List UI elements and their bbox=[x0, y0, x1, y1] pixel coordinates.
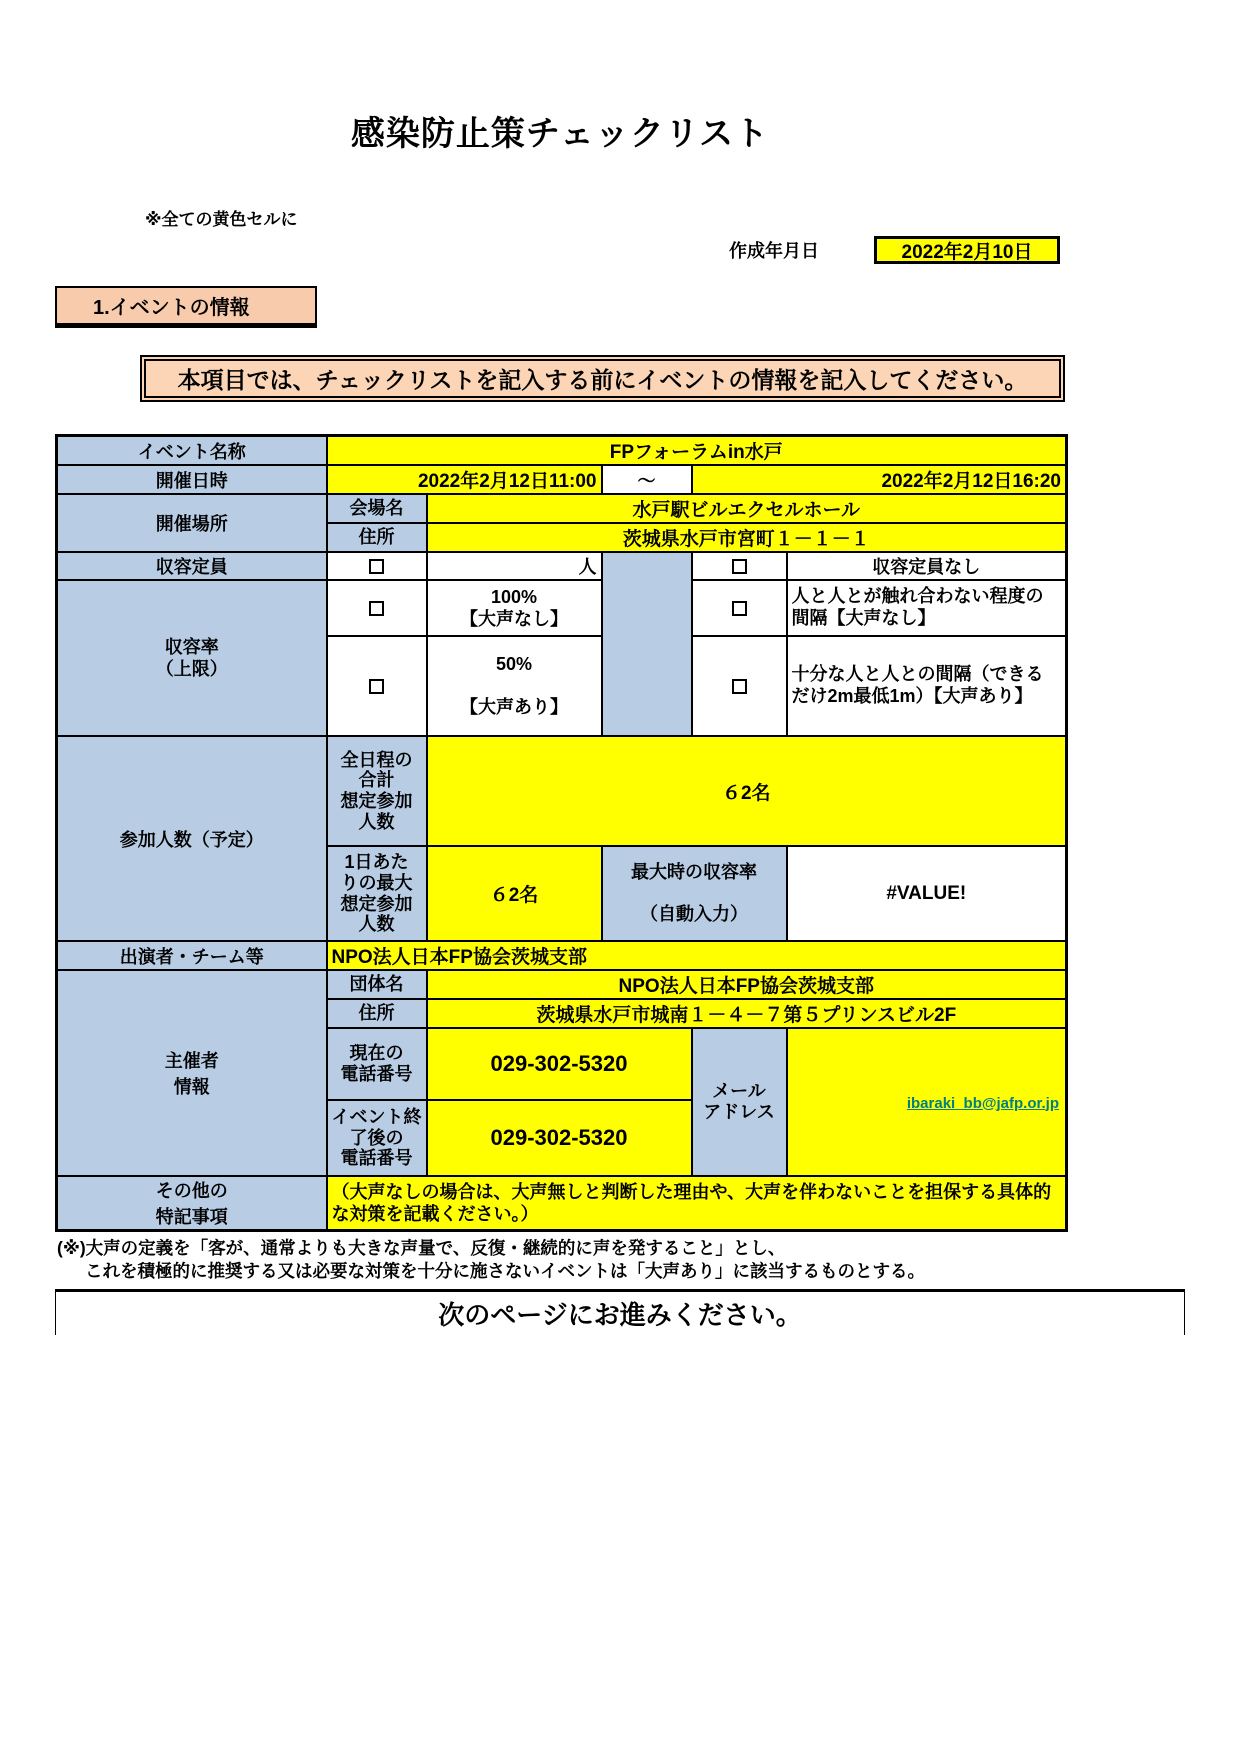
rate-50-right-checkbox[interactable] bbox=[732, 679, 747, 694]
capacity-rate-100-row bbox=[57, 580, 1067, 636]
participants-total-subline2: 合計 bbox=[358, 770, 395, 791]
performers-value-cell[interactable]: NPO法人日本FP協会茨城支部 bbox=[327, 941, 1067, 970]
organizer-phone-after-label-line1: イベント終 bbox=[331, 1106, 422, 1127]
venue-name-label-cell: 会場名 bbox=[327, 494, 427, 523]
loud-voice-definition-note bbox=[57, 1237, 1187, 1283]
venue-label-cell: 開催場所 bbox=[57, 494, 327, 552]
participants-label-cell: 参加人数（予定） bbox=[57, 736, 327, 941]
rate-50-right-checkbox-cell bbox=[692, 636, 787, 736]
remarks-label-cell bbox=[57, 1176, 327, 1231]
organizer-phone-after-label-cell bbox=[327, 1100, 427, 1176]
schedule-row bbox=[57, 465, 1067, 494]
created-date-cell[interactable]: 2022年2月10日 bbox=[874, 236, 1060, 264]
definition-note-line1: (※)大声の定義を「客が、通常よりも大きな声量で、反復・継続的に声を発すること」とし、 bbox=[57, 1238, 786, 1258]
organizer-org-label-cell: 団体名 bbox=[327, 970, 427, 999]
capacity-count-checkbox-cell bbox=[327, 552, 427, 580]
participants-daily-subline2: りの最大 bbox=[340, 872, 413, 893]
rate-100-text-cell bbox=[427, 580, 602, 636]
organizer-label-line2: 情報 bbox=[173, 1077, 210, 1097]
rate-100-right-checkbox[interactable] bbox=[732, 601, 747, 616]
participants-daily-subline3: 想定参加 bbox=[340, 893, 413, 914]
organizer-phone-after-value-cell[interactable]: 029-302-5320 bbox=[427, 1100, 692, 1176]
remarks-value-cell[interactable]: （大声なしの場合は、大声無しと判断した理由や、大声を伴わないことを担保する具体的な対策を記載ください。） bbox=[327, 1176, 1067, 1231]
rate-100-voice: 【大声なし】 bbox=[460, 609, 568, 629]
email-link[interactable]: ibaraki_bb@jafp.or.jp bbox=[906, 1094, 1060, 1112]
performers-label-cell: 出演者・チーム等 bbox=[57, 941, 327, 970]
rate-100-pct: 100% bbox=[490, 586, 538, 607]
rate-100-checkbox-cell bbox=[327, 580, 427, 636]
event-name-row bbox=[57, 436, 1067, 466]
capacity-none-checkbox[interactable] bbox=[732, 559, 747, 574]
organizer-email-value-cell[interactable] bbox=[787, 1028, 1067, 1176]
participants-total-value-cell[interactable]: ６2名 bbox=[427, 736, 1067, 846]
organizer-address-value-cell[interactable]: 茨城県水戸市城南１－４－７第５プリンスビル2F bbox=[427, 999, 1067, 1028]
rate-100-right-text-cell: 人と人とが触れ合わない程度の間隔【大声なし】 bbox=[787, 580, 1067, 636]
schedule-separator-cell: ～ bbox=[602, 465, 692, 494]
organizer-address-label-cell: 住所 bbox=[327, 999, 427, 1028]
organizer-phone-label-line2: 電話番号 bbox=[340, 1064, 413, 1084]
venue-address-label-cell: 住所 bbox=[327, 523, 427, 552]
organizer-label-line1: 主催者 bbox=[164, 1051, 219, 1071]
capacity-label-cell: 収容定員 bbox=[57, 552, 327, 580]
event-name-label-cell: イベント名称 bbox=[57, 436, 327, 466]
organizer-org-row bbox=[57, 970, 1067, 999]
rate-50-text-cell bbox=[427, 636, 602, 736]
organizer-email-label-line1: メール bbox=[712, 1081, 766, 1102]
participants-daily-value-cell[interactable]: ６2名 bbox=[427, 846, 602, 941]
participants-daily-subline4: 人数 bbox=[358, 914, 395, 935]
next-page-banner: 次のページにお進みください。 bbox=[55, 1289, 1185, 1335]
participants-total-subline3: 想定参加 bbox=[340, 791, 413, 811]
performers-row bbox=[57, 941, 1067, 970]
created-date-row bbox=[0, 236, 1240, 264]
capacity-none-checkbox-cell bbox=[692, 552, 787, 580]
yellow-cells-note: ※全ての黄色セルに bbox=[145, 210, 298, 229]
section-1-header: 1.イベントの情報 bbox=[55, 286, 317, 328]
participants-total-row bbox=[57, 736, 1067, 846]
remarks-label-line1: その他の bbox=[155, 1181, 228, 1201]
schedule-end-cell[interactable]: 2022年2月12日16:20 bbox=[692, 465, 1067, 494]
organizer-email-label-cell bbox=[692, 1028, 787, 1176]
capacity-rate-label-line2: （上限） bbox=[155, 659, 228, 679]
rate-50-checkbox[interactable] bbox=[369, 679, 384, 694]
max-occupancy-rate-label-cell bbox=[602, 846, 787, 941]
rate-50-checkbox-cell bbox=[327, 636, 427, 736]
participants-daily-subline1: 1日あた bbox=[344, 852, 409, 873]
section-1-instruction-text: 本項目では、チェックリストを記入する前にイベントの情報を記入してください。 bbox=[144, 359, 1061, 398]
capacity-count-checkbox[interactable] bbox=[369, 559, 384, 574]
organizer-phone-after-label-line2: 了後の bbox=[349, 1127, 404, 1148]
capacity-unit-cell: 人 bbox=[427, 552, 602, 580]
remarks-row bbox=[57, 1176, 1067, 1231]
organizer-phone-label-cell bbox=[327, 1028, 427, 1100]
max-occupancy-rate-line2: （自動入力） bbox=[640, 903, 748, 924]
event-info-table bbox=[55, 434, 1068, 1232]
max-occupancy-rate-value-cell: #VALUE! bbox=[787, 846, 1067, 941]
max-occupancy-rate-line1: 最大時の収容率 bbox=[631, 861, 757, 882]
organizer-phone-after-label-line3: 電話番号 bbox=[340, 1148, 413, 1169]
participants-total-subline1: 全日程の bbox=[340, 749, 413, 770]
capacity-row bbox=[57, 552, 1067, 580]
rate-100-right-checkbox-cell bbox=[692, 580, 787, 636]
organizer-org-value-cell[interactable]: NPO法人日本FP協会茨城支部 bbox=[427, 970, 1067, 999]
rate-50-pct: 50% bbox=[495, 653, 533, 674]
participants-total-subline4: 人数 bbox=[358, 811, 395, 832]
organizer-phone-label-line1: 現在の bbox=[349, 1043, 404, 1064]
venue-name-row bbox=[57, 494, 1067, 523]
organizer-email-label-line2: アドレス bbox=[703, 1102, 775, 1122]
section-1-instruction-box bbox=[140, 355, 1065, 402]
participants-total-sublabel-cell bbox=[327, 736, 427, 846]
organizer-label-cell bbox=[57, 970, 327, 1176]
definition-note-line2: これを積極的に推奨する又は必要な対策を十分に施さないイベントは「大声あり」に該当するものとする。 bbox=[85, 1260, 925, 1281]
rate-50-voice: 【大声あり】 bbox=[460, 696, 568, 717]
organizer-phone-value-cell[interactable]: 029-302-5320 bbox=[427, 1028, 692, 1100]
participants-daily-sublabel-cell bbox=[327, 846, 427, 941]
capacity-rate-label-cell bbox=[57, 580, 327, 736]
created-date-label: 作成年月日 bbox=[729, 241, 819, 261]
capacity-none-label-cell: 収容定員なし bbox=[787, 552, 1067, 580]
spacer-cell bbox=[602, 552, 692, 736]
venue-name-value-cell[interactable]: 水戸駅ビルエクセルホール bbox=[427, 494, 1067, 523]
rate-100-checkbox[interactable] bbox=[369, 601, 384, 616]
schedule-start-cell[interactable]: 2022年2月12日11:00 bbox=[327, 465, 602, 494]
capacity-rate-label-line1: 収容率 bbox=[164, 636, 219, 657]
rate-50-right-text-cell: 十分な人と人との間隔（できるだけ2m最低1m）【大声あり】 bbox=[787, 636, 1067, 736]
schedule-label-cell: 開催日時 bbox=[57, 465, 327, 494]
event-name-value-cell[interactable]: FPフォーラムin水戸 bbox=[327, 436, 1067, 466]
remarks-label-line2: 特記事項 bbox=[155, 1207, 228, 1227]
venue-address-value-cell[interactable]: 茨城県水戸市宮町１－１－１ bbox=[427, 523, 1067, 552]
page-title: 感染防止策チェックリスト bbox=[350, 115, 770, 153]
